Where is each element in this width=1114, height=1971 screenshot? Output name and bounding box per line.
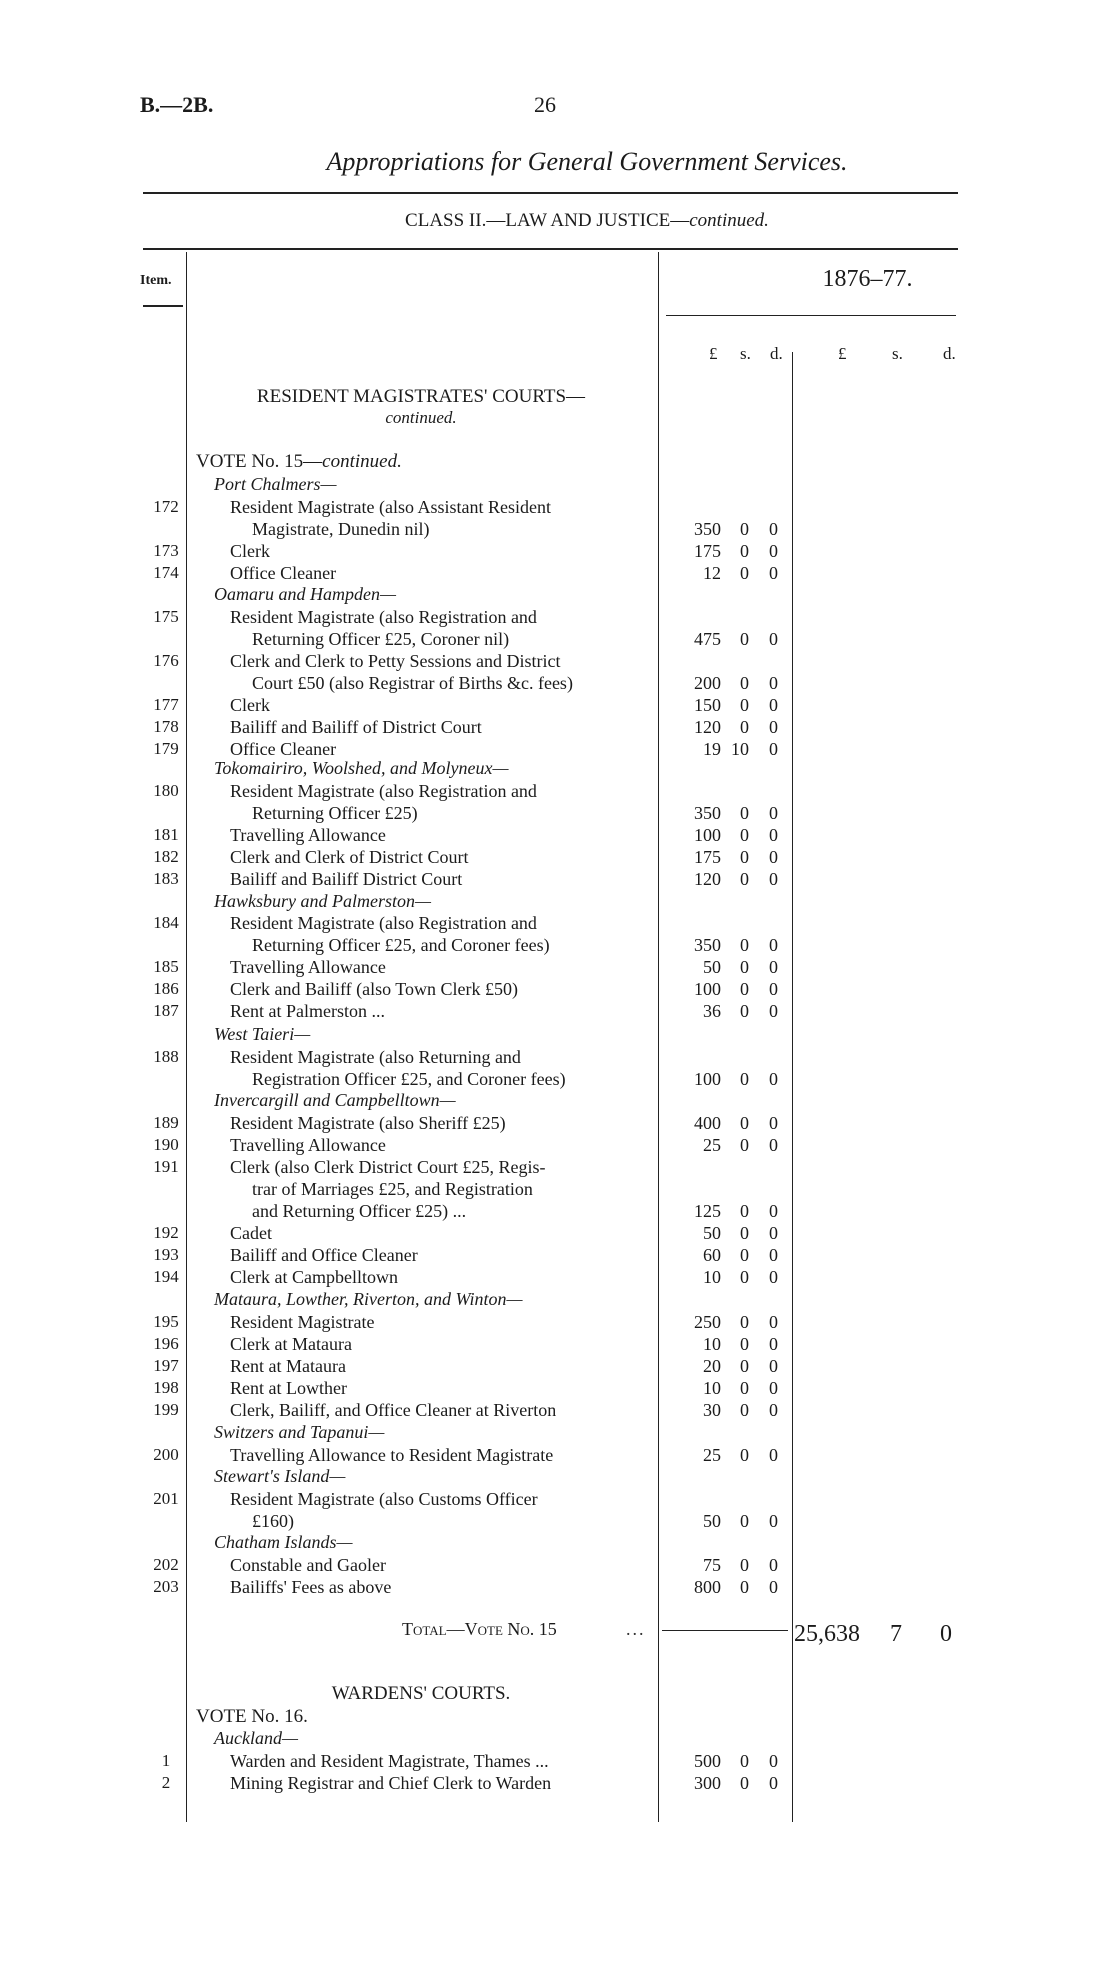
table-row [0,1178,1114,1200]
amount-shillings: 0 [740,1223,749,1243]
amount-pence: 0 [769,1312,778,1332]
item-number: 177 [153,695,179,714]
amount-pence: 0 [769,695,778,715]
item-number: 173 [153,541,179,560]
total-shillings: 7 [890,1621,902,1647]
financial-year: 1876–77. [822,266,913,292]
table-row [0,1333,1114,1355]
group-stewarts-island: Stewart's Island— [214,1466,346,1486]
amount-shillings: 0 [740,1113,749,1133]
group-auckland: Auckland— [214,1728,298,1748]
table-row [0,518,1114,540]
item-number: 191 [153,1157,179,1176]
item-description: Resident Magistrate [230,1312,375,1332]
item-description: Resident Magistrate (also Customs Officer [230,1489,538,1509]
table-row [0,1222,1114,1244]
vote-15-label: VOTE No. 15— [196,451,323,472]
table-row [0,628,1114,650]
item-description: Magistrate, Dunedin nil) [252,519,430,539]
amount-pence: 0 [769,1378,778,1398]
amount-shillings: 0 [740,847,749,867]
item-description: and Returning Officer £25) ... [252,1201,467,1221]
item-description: Office Cleaner [230,739,337,759]
amount-pounds: 20 [703,1356,721,1376]
table-row [0,1046,1114,1068]
title-rule [143,192,958,194]
item-number: 181 [153,825,179,844]
table-row [0,1772,1114,1794]
amount-pence: 0 [769,847,778,867]
table-row [0,846,1114,868]
vote-15-heading [196,451,402,473]
table-row [0,1444,1114,1466]
amount-pounds: 25 [703,1135,721,1155]
table-row [0,1112,1114,1134]
table-row [0,912,1114,934]
item-description: Resident Magistrate (also Registration and [230,781,537,801]
amount-shillings: 0 [740,1511,749,1531]
table-row [0,562,1114,584]
item-number: 174 [153,563,179,582]
amount-shillings: 0 [740,957,749,977]
amount-shillings: 10 [731,739,749,759]
amount-pence: 0 [769,563,778,583]
amount-pounds: 10 [703,1334,721,1354]
amount-shillings: 0 [740,1267,749,1287]
item-number: 175 [153,607,179,626]
amount-pence: 0 [769,1113,778,1133]
amount-pence: 0 [769,673,778,693]
amount-pounds: 100 [694,825,721,845]
item-number: 186 [153,979,179,998]
amount-shillings: 0 [740,1201,749,1221]
item-description: Resident Magistrate (also Returning and [230,1047,521,1067]
group-chatham-islands: Chatham Islands— [214,1532,353,1552]
amount-pence: 0 [769,1201,778,1221]
amount-pence: 0 [769,717,778,737]
amount-pence: 0 [769,1773,778,1793]
item-description: Resident Magistrate (also Registration and [230,607,537,627]
amount-pence: 0 [769,1356,778,1376]
group-oamaru: Oamaru and Hampden— [214,584,396,604]
amount-pence: 0 [769,803,778,823]
total-label: Total—Vote No. 15 [402,1619,557,1639]
group-mataura: Mataura, Lowther, Riverton, and Winton— [214,1289,523,1309]
wardens-heading: WARDENS' COURTS. [331,1683,511,1704]
amount-pounds: 100 [694,1069,721,1089]
item-number: 187 [153,1001,179,1020]
item-description: Office Cleaner [230,563,337,583]
table-row [0,1311,1114,1333]
amount-shillings: 0 [740,1445,749,1465]
item-number: 198 [153,1378,179,1397]
table-row [0,694,1114,716]
amount-pence: 0 [769,541,778,561]
item-number: 1 [161,1751,171,1770]
table-row [0,716,1114,738]
item-description: Returning Officer £25) [252,803,418,823]
item-number: 194 [153,1267,179,1286]
amount-pence: 0 [769,519,778,539]
amount-pence: 0 [769,869,778,889]
table-row [0,1554,1114,1576]
table-row [0,978,1114,1000]
item-description: Registration Officer £25, and Coroner fees) [252,1069,566,1089]
amount-shillings: 0 [740,1312,749,1332]
amount-pounds: 800 [694,1577,721,1597]
pence-header-2: d. [943,344,956,363]
item-description: Returning Officer £25, and Coroner fees) [252,935,550,955]
item-description: Travelling Allowance [230,1135,386,1155]
item-description: Returning Officer £25, Coroner nil) [252,629,510,649]
table-row [0,672,1114,694]
vote-16-heading: VOTE No. 16. [196,1706,308,1727]
item-description: Clerk at Campbelltown [230,1267,398,1287]
section-heading [190,386,652,428]
item-column-header: Item. [140,273,172,288]
amount-shillings: 0 [740,1356,749,1376]
amount-shillings: 0 [740,563,749,583]
amount-pounds: 30 [703,1400,721,1420]
amount-shillings: 0 [740,541,749,561]
amount-pounds: 100 [694,979,721,999]
table-row [0,1488,1114,1510]
amount-pounds: 12 [703,563,721,583]
table-row [0,1377,1114,1399]
item-number: 182 [153,847,179,866]
total-pence: 0 [940,1621,952,1647]
item-description: Travelling Allowance [230,957,386,977]
amount-shillings: 0 [740,673,749,693]
amount-pence: 0 [769,1555,778,1575]
table-top-rule [143,248,958,250]
amount-shillings: 0 [740,1773,749,1793]
group-switzers: Switzers and Tapanui— [214,1422,385,1442]
amount-shillings: 0 [740,935,749,955]
document-reference: B.—2B. [140,92,214,117]
amount-shillings: 0 [740,1245,749,1265]
amount-pence: 0 [769,1135,778,1155]
item-description: Clerk, Bailiff, and Office Cleaner at Riverton [230,1400,557,1420]
table-row [0,606,1114,628]
amount-shillings: 0 [740,825,749,845]
table-row [0,956,1114,978]
table-row [0,738,1114,760]
amount-pounds: 150 [694,695,721,715]
table-row [0,1200,1114,1222]
amount-pounds: 175 [694,847,721,867]
item-description: Clerk (also Clerk District Court £25, Regis- [230,1157,546,1177]
amount-shillings: 0 [740,1378,749,1398]
amount-pounds: 250 [694,1312,721,1332]
item-description: Rent at Lowther [230,1378,347,1398]
amount-pounds: 350 [694,803,721,823]
amount-shillings: 0 [740,1069,749,1089]
amount-pounds: 50 [703,1223,721,1243]
amount-pounds: 400 [694,1113,721,1133]
item-number: 201 [153,1489,179,1508]
item-description: Resident Magistrate (also Registration and [230,913,537,933]
item-description: Travelling Allowance to Resident Magistrate [230,1445,554,1465]
vote-15-continued: continued. [322,451,402,472]
item-description: Travelling Allowance [230,825,386,845]
table-row [0,1068,1114,1090]
amount-pounds: 125 [694,1201,721,1221]
item-description: Bailiff and Office Cleaner [230,1245,418,1265]
item-rule [143,305,183,307]
item-description: Clerk and Clerk of District Court [230,847,469,867]
amount-pounds: 60 [703,1245,721,1265]
item-description: Clerk [230,541,270,561]
item-description: Clerk and Bailiff (also Town Clerk £50) [230,979,519,999]
amount-pence: 0 [769,739,778,759]
item-number: 183 [153,869,179,888]
year-rule [666,315,956,316]
item-description: Resident Magistrate (also Sheriff £25) [230,1113,506,1133]
amount-pounds: 50 [703,957,721,977]
amount-pence: 0 [769,1511,778,1531]
item-description: Bailiffs' Fees as above [230,1577,392,1597]
shilling-header-1: s. [740,344,751,363]
class-heading [0,210,1114,232]
total-pounds: 25,638 [794,1621,860,1647]
pound-header-1: £ [709,344,718,363]
amount-shillings: 0 [740,1334,749,1354]
amount-pence: 0 [769,1751,778,1771]
item-description: Clerk [230,695,270,715]
amount-shillings: 0 [740,803,749,823]
item-number: 188 [153,1047,179,1066]
section-continued: continued. [385,408,457,427]
table-row [0,1576,1114,1598]
table-row [0,1134,1114,1156]
amount-pounds: 200 [694,673,721,693]
amount-pence: 0 [769,1577,778,1597]
amount-shillings: 0 [740,1751,749,1771]
item-description: Warden and Resident Magistrate, Thames ... [230,1751,549,1771]
item-description: Court £50 (also Registrar of Births &c. fees) [252,673,573,693]
item-number: 189 [153,1113,179,1132]
item-description: Clerk and Clerk to Petty Sessions and District [230,651,561,671]
amount-shillings: 0 [740,695,749,715]
item-description: Rent at Palmerston ... [230,1001,385,1021]
table-row [0,1156,1114,1178]
item-number: 195 [153,1312,179,1331]
amount-shillings: 0 [740,1001,749,1021]
class-heading-main: CLASS II.—LAW AND JUSTICE— [405,210,690,231]
shilling-header-2: s. [892,344,903,363]
group-port-chalmers: Port Chalmers— [214,474,337,494]
item-number: 184 [153,913,179,932]
item-number: 193 [153,1245,179,1264]
amount-pounds: 25 [703,1445,721,1465]
table-row [0,496,1114,518]
pound-header-2: £ [838,344,847,363]
amount-pounds: 350 [694,519,721,539]
table-row [0,780,1114,802]
table-row [0,868,1114,890]
total-rule [662,1630,788,1631]
amount-pounds: 10 [703,1378,721,1398]
page-title: Appropriations for General Government Services. [326,147,848,176]
item-number: 172 [153,497,179,516]
amount-pounds: 300 [694,1773,721,1793]
item-description: trar of Marriages £25, and Registration [252,1179,533,1199]
table-row [0,934,1114,956]
amount-pounds: 120 [694,717,721,737]
amount-shillings: 0 [740,1555,749,1575]
amount-pence: 0 [769,1445,778,1465]
table-row [0,1244,1114,1266]
amount-shillings: 0 [740,1400,749,1420]
table-row [0,824,1114,846]
amount-pence: 0 [769,1400,778,1420]
amount-pounds: 175 [694,541,721,561]
item-description: Resident Magistrate (also Assistant Resident [230,497,551,517]
item-number: 202 [153,1555,179,1574]
amount-pounds: 36 [703,1001,721,1021]
table-row [0,1000,1114,1022]
table-row [0,1510,1114,1532]
class-heading-continued: continued. [689,210,769,231]
item-number: 179 [153,739,179,758]
item-description: Constable and Gaoler [230,1555,386,1575]
amount-shillings: 0 [740,519,749,539]
item-number: 192 [153,1223,179,1242]
item-number: 197 [153,1356,179,1375]
amount-shillings: 0 [740,869,749,889]
item-description: £160) [252,1511,294,1531]
item-description: Cadet [230,1223,272,1243]
amount-pence: 0 [769,1267,778,1287]
item-number: 190 [153,1135,179,1154]
amount-pounds: 75 [703,1555,721,1575]
amount-pence: 0 [769,629,778,649]
amount-pence: 0 [769,1245,778,1265]
amount-pounds: 120 [694,869,721,889]
amount-pounds: 50 [703,1511,721,1531]
amount-pence: 0 [769,1223,778,1243]
item-description: Rent at Mataura [230,1356,346,1376]
amount-pounds: 10 [703,1267,721,1287]
group-hawksbury: Hawksbury and Palmerston— [214,891,431,911]
amount-shillings: 0 [740,979,749,999]
amount-shillings: 0 [740,1577,749,1597]
item-number: 199 [153,1400,179,1419]
amount-pounds: 350 [694,935,721,955]
item-description: Mining Registrar and Chief Clerk to Warden [230,1773,552,1793]
amount-pounds: 19 [703,739,721,759]
item-number: 200 [153,1445,179,1464]
amount-pence: 0 [769,979,778,999]
table-row [0,650,1114,672]
amount-pence: 0 [769,1069,778,1089]
amount-pounds: 475 [694,629,721,649]
table-row [0,1355,1114,1377]
amount-pence: 0 [769,1334,778,1354]
pence-header-1: d. [770,344,783,363]
item-number: 196 [153,1334,179,1353]
amount-pence: 0 [769,957,778,977]
amount-shillings: 0 [740,717,749,737]
group-west-taieri: West Taieri— [214,1024,311,1044]
amount-shillings: 0 [740,1135,749,1155]
item-number: 203 [153,1577,179,1596]
item-number: 176 [153,651,179,670]
item-number: 185 [153,957,179,976]
item-number: 180 [153,781,179,800]
amount-pence: 0 [769,825,778,845]
amount-pence: 0 [769,935,778,955]
group-invercargill: Invercargill and Campbelltown— [214,1090,456,1110]
table-row [0,1266,1114,1288]
amount-pounds: 500 [694,1751,721,1771]
amount-shillings: 0 [740,629,749,649]
item-number: 2 [161,1773,171,1792]
group-tokomairiro: Tokomairiro, Woolshed, and Molyneux— [214,758,509,778]
item-description: Bailiff and Bailiff of District Court [230,717,482,737]
section-title: RESIDENT MAGISTRATES' COURTS— [256,386,586,407]
table-row [0,540,1114,562]
table-row [0,1750,1114,1772]
total-leader: ... [626,1619,646,1639]
table-row [0,1399,1114,1421]
page-number: 26 [534,92,556,117]
item-description: Bailiff and Bailiff District Court [230,869,463,889]
table-row [0,802,1114,824]
item-number: 178 [153,717,179,736]
amount-pence: 0 [769,1001,778,1021]
item-description: Clerk at Mataura [230,1334,352,1354]
